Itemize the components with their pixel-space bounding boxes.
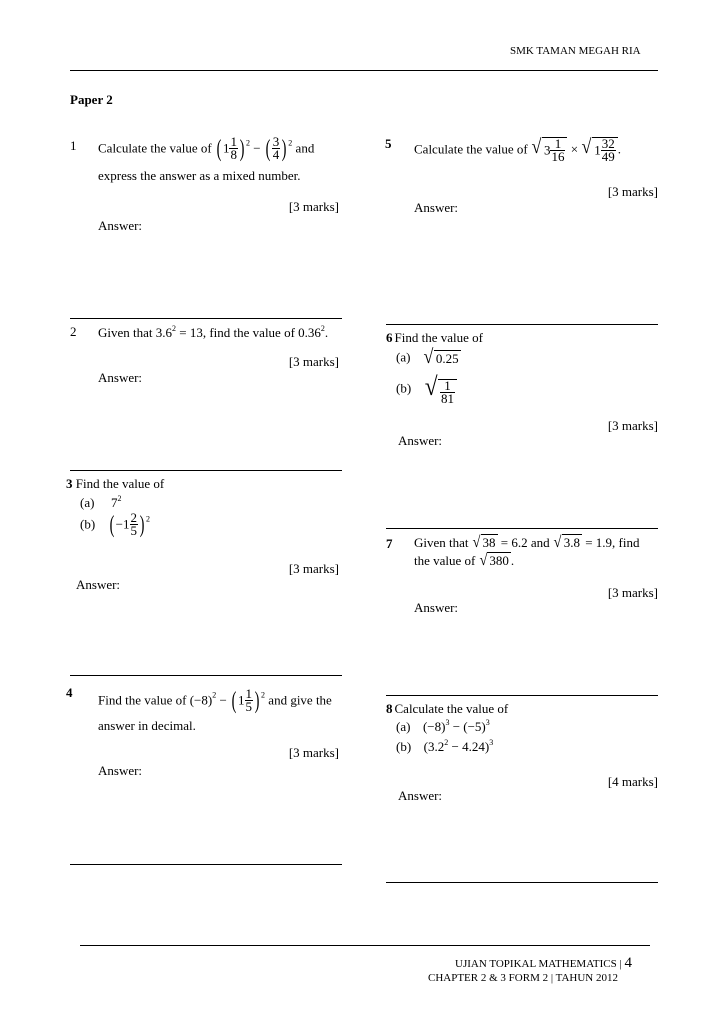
q8-divider	[386, 882, 658, 883]
q6-divider	[386, 528, 658, 529]
q7-line1	[414, 534, 639, 552]
q7-sqrt-38: √ 38	[472, 534, 496, 552]
q4-pre: Find the value of (−8)	[98, 692, 213, 708]
q3-a-label: (a)	[80, 495, 95, 510]
q2-pre: Given that 3.6	[98, 325, 173, 340]
q4-minus: −	[216, 692, 231, 708]
q6-b-label: (b)	[396, 380, 412, 396]
q2-answer-label: Answer:	[98, 370, 143, 385]
q3-b-label: (b)	[80, 516, 96, 532]
q7-answer-label: Answer:	[414, 600, 459, 615]
q4-exp1: 2	[212, 690, 217, 700]
q4-divider	[70, 864, 342, 865]
q8-b-label: (b)	[396, 739, 412, 754]
q2-post: .	[324, 325, 329, 340]
footer-line1	[455, 955, 632, 972]
q8-marks: [4 marks]	[607, 774, 658, 789]
q2-exp2: 2	[320, 324, 325, 333]
q5-marks: [3 marks]	[607, 184, 658, 199]
q7-pre: Given that	[414, 535, 469, 551]
q2-mid: = 13, find the value of 0.36	[176, 325, 321, 340]
q4-answer-label: Answer:	[98, 763, 143, 778]
q5-sqrt-b: √ 1 $\frac{32}{49}$	[581, 136, 617, 163]
q1-rparen-b: )	[281, 135, 287, 162]
q5-divider	[386, 324, 658, 325]
q8-number: 8	[386, 701, 393, 716]
q2-line1	[98, 324, 328, 341]
q5-pre: Calculate the value of	[414, 141, 528, 157]
q8-a-minus: − (−5)	[449, 719, 486, 734]
q3-divider	[70, 675, 342, 676]
q6-b-sqrt: √ $\frac{1}{81}$	[424, 372, 457, 405]
q1-answer-label: Answer:	[98, 218, 143, 233]
q3-lparen: (	[109, 511, 115, 538]
q3-b-exp: 2	[146, 514, 151, 524]
q5-times: ×	[570, 141, 579, 157]
q2-divider	[70, 470, 342, 471]
q8-a-expr1: (−8)	[422, 719, 446, 734]
q1-whole: 1	[222, 140, 230, 156]
page-number: 4	[624, 955, 632, 971]
q7-mid2: = 1.9, find	[581, 535, 640, 551]
q7-marks: [3 marks]	[607, 585, 658, 600]
q1-divider	[70, 318, 342, 319]
q7-line2	[414, 552, 514, 570]
q4-line2: answer in decimal.	[98, 718, 196, 733]
q1-rparen-a: )	[239, 135, 245, 162]
q4-marks: [3 marks]	[288, 745, 339, 760]
q4-rparen: )	[254, 687, 260, 714]
q6-marks: [3 marks]	[607, 418, 658, 433]
footer-rule	[80, 945, 650, 946]
q8-answer-label: Answer:	[398, 788, 443, 803]
q7-line2-post: .	[510, 553, 515, 569]
q8-b-exp2: 3	[489, 738, 494, 747]
q2-exp1: 2	[172, 324, 177, 333]
q2-marks: [3 marks]	[288, 354, 339, 369]
q8-title	[386, 701, 508, 717]
paper-title: Paper 2	[70, 92, 113, 107]
q5-answer-label: Answer:	[414, 200, 459, 215]
q5-post: .	[617, 141, 622, 157]
q3-title	[66, 476, 164, 492]
q8-part-b	[396, 738, 493, 755]
q8-b-open: (3.2	[423, 739, 445, 754]
q6-a-label: (a)	[396, 349, 411, 365]
q7-number: 7	[386, 536, 393, 551]
q8-part-a	[396, 718, 490, 735]
q3-number: 3	[66, 476, 73, 491]
q4-whole: 1	[238, 692, 245, 708]
q8-a-exp2: 3	[485, 718, 490, 727]
q6-a-sqrt: √ 0.25	[423, 346, 459, 368]
school-header: SMK TAMAN MEGAH RIA	[510, 45, 641, 57]
q1-exp-a: 2	[245, 138, 250, 148]
q8-title-text: Calculate the value of	[394, 701, 509, 716]
q1-lparen-a: (	[216, 135, 222, 162]
q1-minus: −	[253, 140, 261, 156]
q1-lparen-b: (	[265, 135, 271, 162]
q8-b-mid: − 4.24)	[448, 739, 490, 754]
q5-sqrt-a: √ 3 $\frac{1}{16}$	[531, 136, 567, 163]
q1-number: 1	[70, 138, 77, 153]
q1-line2: express the answer as a mixed number.	[98, 168, 301, 183]
q3-b-whole: 1	[123, 516, 130, 532]
footer-subject: UJIAN TOPIKAL MATHEMATICS |	[455, 958, 622, 970]
q1-fraction-a: $\frac{1}{8}$	[230, 134, 237, 162]
q3-b-neg: −	[115, 516, 124, 532]
q4-lparen: (	[231, 687, 237, 714]
q4-post: and give the	[268, 692, 332, 708]
q3-marks: [3 marks]	[288, 561, 339, 576]
q6-answer-label: Answer:	[398, 433, 443, 448]
q8-a-label: (a)	[396, 719, 411, 734]
q7-mid1: = 6.2 and	[497, 535, 550, 551]
q6-part-a	[396, 346, 461, 369]
q5-line1	[414, 136, 621, 163]
q4-fraction: $\frac{1}{5}$	[245, 686, 253, 714]
q7-line2-pre: the value of	[414, 553, 476, 569]
q3-part-a	[80, 494, 121, 511]
q7-sqrt-380: √ 380	[479, 552, 509, 570]
q1-line1	[98, 136, 314, 161]
q6-title	[386, 330, 483, 346]
q8-a-exp1: 3	[445, 718, 450, 727]
q3-b-fraction: $\frac{2}{5}$	[130, 510, 138, 538]
q7-divider	[386, 695, 658, 696]
q6-number: 6	[386, 330, 393, 345]
q6-part-b	[396, 372, 457, 405]
q1-marks: [3 marks]	[288, 199, 339, 214]
q1-pre: Calculate the value of	[98, 140, 212, 156]
q4-exp2: 2	[261, 690, 266, 700]
q3-rparen: )	[139, 511, 145, 538]
q7-sqrt-3-8: √ 3.8	[553, 534, 580, 552]
q3-a-exp: 2	[117, 494, 122, 503]
q3-part-b	[80, 512, 150, 537]
q1-fraction-b: $\frac{3}{4}$	[272, 134, 280, 162]
q4-number: 4	[66, 685, 73, 700]
q3-answer-label: Answer:	[76, 577, 121, 592]
q2-number: 2	[70, 324, 77, 339]
footer-line2: CHAPTER 2 & 3 FORM 2 | TAHUN 2012	[428, 972, 618, 984]
q1-exp-b: 2	[288, 138, 293, 148]
q3-a-base: 7	[110, 495, 118, 510]
q3-title-text: Find the value of	[75, 476, 165, 491]
q8-b-exp1: 2	[444, 738, 449, 747]
q1-post: and	[295, 140, 315, 156]
q4-line1	[98, 688, 332, 713]
q5-number: 5	[385, 136, 392, 151]
header-rule	[70, 70, 658, 71]
q6-title-text: Find the value of	[394, 330, 483, 345]
